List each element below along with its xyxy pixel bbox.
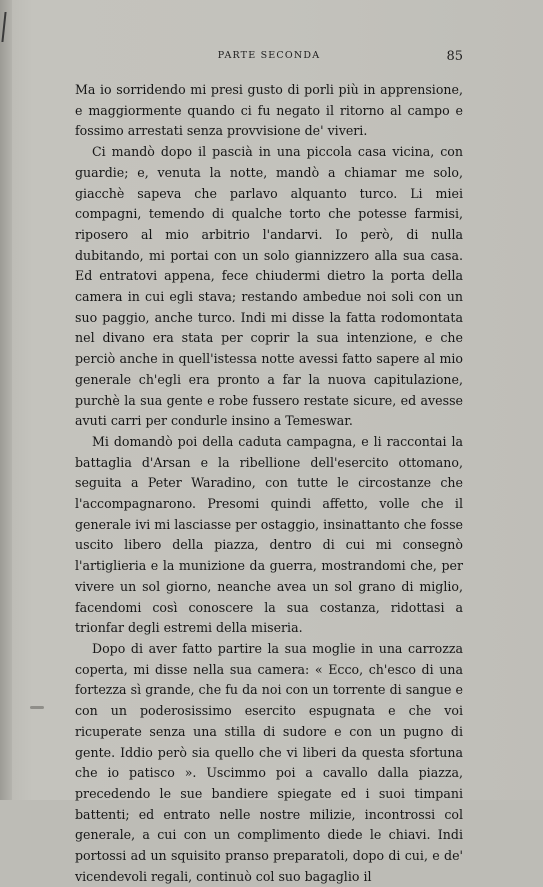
page-binding-edge: [0, 0, 12, 800]
page-number: 85: [446, 49, 463, 64]
binding-mark: [1, 12, 6, 42]
page-header: [75, 50, 463, 70]
running-head: PARTE SECONDA: [217, 50, 321, 61]
paragraph: Ci mandò dopo il pascià in una piccola casa vicina, con guardie; e, venuta la notte, mandò a chiamar me solo, giacchè sapeva che parlavo alquanto turco. Li miei compagni, temendo di qualche torto che potesse farmisi, riposero al mio arbitrio l'andarvi. Io però, di nulla dubitando, mi portai con un solo giannizzero alla sua casa. Ed entratovi appena, fece chiudermi dietro la porta della camera in cui egli stava; restando ambedue noi soli con un suo paggio, anche turco. Indi mi disse la fatta rodomontata nel divano era stata per coprir la sua intenzione, e che perciò anche in quell'istessa notte avessi fatto sapere al mio generale ch'egli era pronto a far la nuova capitulazione, purchè la sua gente e robe fussero restate sicure, ed avesse avuti carri per condurle insino a Temeswar.: [75, 144, 463, 429]
body-text: [75, 80, 463, 887]
paper-speck: [30, 706, 44, 709]
paragraph: Dopo di aver fatto partire la sua moglie in una carrozza coperta, mi disse nella sua camera: « Ecco, ch'esco di una fortezza sì grande, che fu da noi con un torrente di sangue e con un poderosissimo esercito espugnata e che voi ricuperate senza una stilla di sudore e con un pugno di gente. Iddio però sia quello che vi liberi da questa sfortuna che io patisco ». Uscimmo poi a cavallo dalla piazza, precedendo le sue bandiere spiegate ed i suoi timpani battenti; ed entrato nelle nostre milizie, incontrossi col generale, a cui con un complimento diede le chiavi. Indi portossi ad un squisito pranso preparatoli, dopo di cui, e de' vicendevoli regali, continuò col suo bagaglio il: [75, 640, 463, 884]
paragraph: Mi domandò poi della caduta campagna, e li raccontai la battaglia d'Arsan e la ribellione dell'esercito ottomano, seguita a Peter Waradino, con tutte le circostanze che l'accompagnarono. Presomi quindi affetto, volle che il generale ivi mi lasciasse per ostaggio, insinattanto che fosse uscito libero della piazza, dentro di cui mi consegnò l'artiglieria e la munizione da guerra, mostrandomi che, per vivere un sol giorno, neanche avea un sol grano di miglio, facendomi così conoscere la sua costanza, ridottasi a trionfar degli estremi della miseria.: [75, 433, 463, 636]
paragraph: Ma io sorridendo mi presi gusto di porli più in apprensione, e maggiormente quando ci fu negato il ritorno al campo e fossimo arrestati senza provvisione de' viveri.: [75, 82, 463, 139]
